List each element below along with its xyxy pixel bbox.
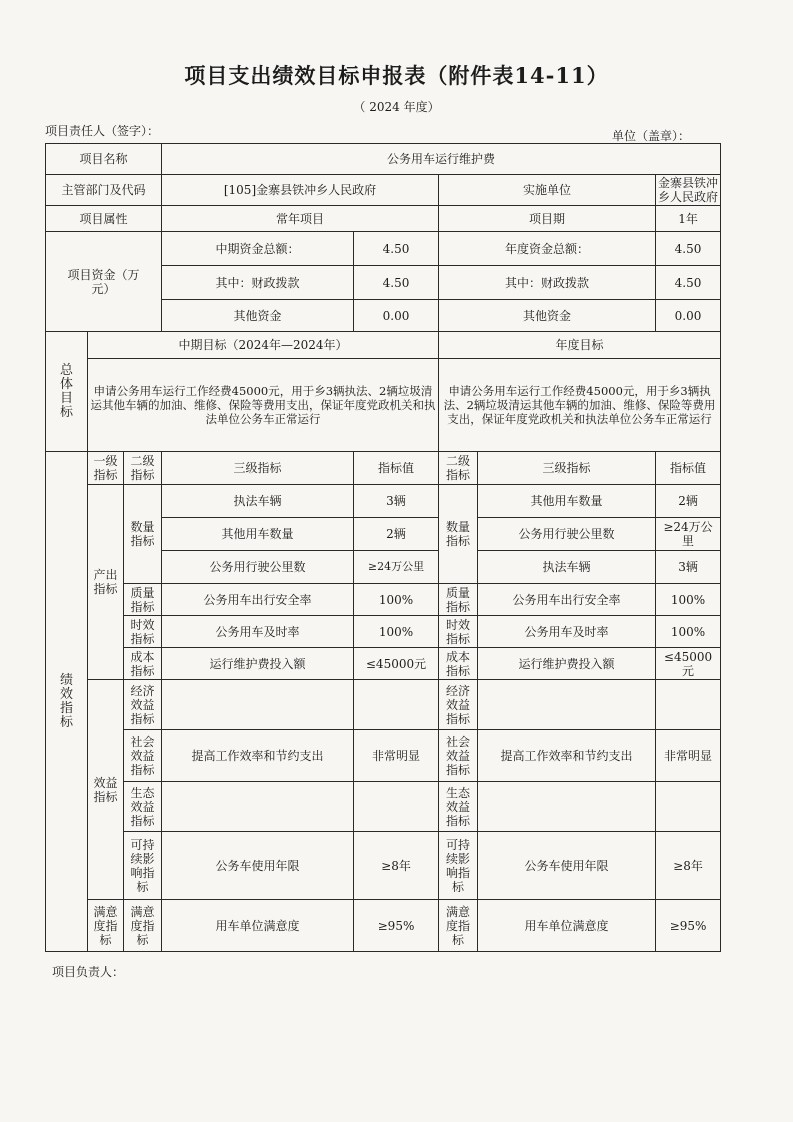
mid-total-label: 中期资金总额： xyxy=(162,232,354,266)
year-satisfaction-name: 用车单位满意度 xyxy=(478,900,656,952)
mid-ecological-value xyxy=(354,782,439,832)
year-cost-name: 运行维护费投入额 xyxy=(478,648,656,680)
header-level3-mid: 三级指标 xyxy=(162,452,354,485)
project-name-value: 公务用车运行维护费 xyxy=(162,144,721,175)
performance-indicators-label: 绩效指标 xyxy=(46,452,88,952)
satisfaction-indicators-label: 满意度指标 xyxy=(88,900,124,952)
year-ecological-name xyxy=(478,782,656,832)
output-indicators-label: 产出指标 xyxy=(88,485,124,680)
mid-quality-value: 100% xyxy=(354,584,439,616)
department-label: 主管部门及代码 xyxy=(46,175,162,206)
mid-goal-text: 申请公务用车运行工作经费45000元，用于乡3辆执法、2辆垃圾清运其他车辆的加油、维修、保险等费用支出，保证年度党政机关和执法单位公务车正常运行 xyxy=(88,359,439,452)
year-other-label: 其他资金 xyxy=(439,300,656,332)
year-quantity-1-name: 其他用车数量 xyxy=(478,485,656,518)
cost-indicator-label-mid: 成本指标 xyxy=(124,648,162,680)
quality-indicator-label-mid: 质量指标 xyxy=(124,584,162,616)
satisfaction-indicator-label-mid: 满意度指标 xyxy=(124,900,162,952)
mid-quantity-3-name: 公务用行驶公里数 xyxy=(162,551,354,584)
mid-timeliness-value: 100% xyxy=(354,616,439,648)
implementing-unit-value: 金寨县铁冲乡人民政府 xyxy=(656,175,721,206)
mid-fiscal-label: 其中：财政拨款 xyxy=(162,266,354,300)
header-level2-year: 二级指标 xyxy=(439,452,478,485)
year-total-label: 年度资金总额： xyxy=(439,232,656,266)
project-funds-label: 项目资金（万元） xyxy=(46,232,162,332)
year-fiscal-value: 4.50 xyxy=(656,266,721,300)
header-level2-mid: 二级指标 xyxy=(124,452,162,485)
mid-quality-name: 公务用车出行安全率 xyxy=(162,584,354,616)
mid-other-value: 0.00 xyxy=(354,300,439,332)
mid-satisfaction-name: 用车单位满意度 xyxy=(162,900,354,952)
year-cost-value: ≤45000元 xyxy=(656,648,721,680)
timeliness-indicator-label-year: 时效指标 xyxy=(439,616,478,648)
mid-satisfaction-value: ≥95% xyxy=(354,900,439,952)
year-quantity-3-name: 执法车辆 xyxy=(478,551,656,584)
economic-indicator-label-mid: 经济效益指标 xyxy=(124,680,162,730)
form-title: 项目支出绩效目标申报表（附件表14-11） xyxy=(184,63,609,88)
mid-quantity-1-name: 执法车辆 xyxy=(162,485,354,518)
benefit-indicators-label: 效益指标 xyxy=(88,680,124,900)
overall-goal-label: 总体目标 xyxy=(46,332,88,452)
sustainable-indicator-label-year: 可持续影响指标 xyxy=(439,832,478,900)
mid-total-value: 4.50 xyxy=(354,232,439,266)
mid-sustainable-value: ≥8年 xyxy=(354,832,439,900)
department-value: [105]金寨县铁冲乡人民政府 xyxy=(162,175,439,206)
mid-fiscal-value: 4.50 xyxy=(354,266,439,300)
year-total-value: 4.50 xyxy=(656,232,721,266)
ecological-indicator-label-year: 生态效益指标 xyxy=(439,782,478,832)
year-social-name: 提高工作效率和节约支出 xyxy=(478,730,656,782)
year-timeliness-value: 100% xyxy=(656,616,721,648)
satisfaction-indicator-label-year: 满意度指标 xyxy=(439,900,478,952)
year-quality-name: 公务用车出行安全率 xyxy=(478,584,656,616)
social-indicator-label-year: 社会效益指标 xyxy=(439,730,478,782)
year-sustainable-name: 公务车使用年限 xyxy=(478,832,656,900)
quantity-indicator-label-year: 数量指标 xyxy=(439,485,478,584)
mid-sustainable-name: 公务车使用年限 xyxy=(162,832,354,900)
timeliness-indicator-label-mid: 时效指标 xyxy=(124,616,162,648)
mid-economic-value xyxy=(354,680,439,730)
mid-cost-name: 运行维护费投入额 xyxy=(162,648,354,680)
performance-target-table xyxy=(45,143,721,952)
header-level1: 一级指标 xyxy=(88,452,124,485)
mid-social-name: 提高工作效率和节约支出 xyxy=(162,730,354,782)
mid-goal-header: 中期目标（2024年—2024年） xyxy=(88,332,439,359)
mid-quantity-2-name: 其他用车数量 xyxy=(162,518,354,551)
year-timeliness-name: 公务用车及时率 xyxy=(478,616,656,648)
year-economic-value xyxy=(656,680,721,730)
quantity-indicator-label-mid: 数量指标 xyxy=(124,485,162,584)
year-fiscal-label: 其中：财政拨款 xyxy=(439,266,656,300)
header-level3-year: 三级指标 xyxy=(478,452,656,485)
year-quantity-3-value: 3辆 xyxy=(656,551,721,584)
social-indicator-label-mid: 社会效益指标 xyxy=(124,730,162,782)
mid-economic-name xyxy=(162,680,354,730)
year-satisfaction-value: ≥95% xyxy=(656,900,721,952)
year-goal-header: 年度目标 xyxy=(439,332,721,359)
mid-other-label: 其他资金 xyxy=(162,300,354,332)
project-name-label: 项目名称 xyxy=(46,144,162,175)
mid-ecological-name xyxy=(162,782,354,832)
project-period-value: 1年 xyxy=(656,206,721,232)
mid-cost-value: ≤45000元 xyxy=(354,648,439,680)
implementing-unit-label: 实施单位 xyxy=(439,175,656,206)
year-quantity-2-value: ≥24万公里 xyxy=(656,518,721,551)
project-period-label: 项目期 xyxy=(439,206,656,232)
mid-quantity-1-value: 3辆 xyxy=(354,485,439,518)
header-value-mid: 指标值 xyxy=(354,452,439,485)
year-quantity-1-value: 2辆 xyxy=(656,485,721,518)
year-ecological-value xyxy=(656,782,721,832)
year-economic-name xyxy=(478,680,656,730)
ecological-indicator-label-mid: 生态效益指标 xyxy=(124,782,162,832)
year-sustainable-value: ≥8年 xyxy=(656,832,721,900)
mid-timeliness-name: 公务用车及时率 xyxy=(162,616,354,648)
year-other-value: 0.00 xyxy=(656,300,721,332)
project-leader-label: 项目负责人： xyxy=(52,965,125,979)
sustainable-indicator-label-mid: 可持续影响指标 xyxy=(124,832,162,900)
cost-indicator-label-year: 成本指标 xyxy=(439,648,478,680)
responsible-signature-label: 项目责任人（签字）： xyxy=(45,124,160,138)
header-value-year: 指标值 xyxy=(656,452,721,485)
quality-indicator-label-year: 质量指标 xyxy=(439,584,478,616)
project-attribute-value: 常年项目 xyxy=(162,206,439,232)
form-year: （ 2024 年度） xyxy=(353,100,440,114)
mid-quantity-2-value: 2辆 xyxy=(354,518,439,551)
unit-seal-label: 单位（盖章）： xyxy=(612,129,691,143)
economic-indicator-label-year: 经济效益指标 xyxy=(439,680,478,730)
year-social-value: 非常明显 xyxy=(656,730,721,782)
year-goal-text: 申请公务用车运行工作经费45000元，用于乡3辆执法、2辆垃圾清运其他车辆的加油、维修、保险等费用支出，保证年度党政机关和执法单位公务车正常运行 xyxy=(439,359,721,452)
mid-social-value: 非常明显 xyxy=(354,730,439,782)
year-quantity-2-name: 公务用行驶公里数 xyxy=(478,518,656,551)
project-attribute-label: 项目属性 xyxy=(46,206,162,232)
year-quality-value: 100% xyxy=(656,584,721,616)
mid-quantity-3-value: ≥24万公里 xyxy=(354,551,439,584)
